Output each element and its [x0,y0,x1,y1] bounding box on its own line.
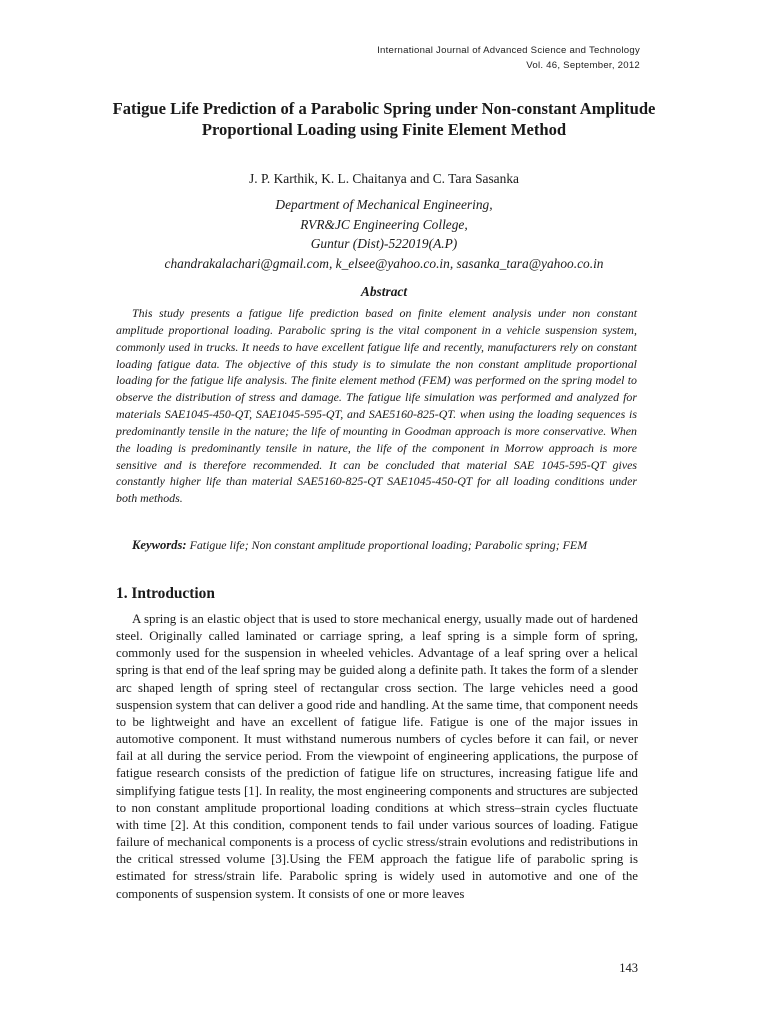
journal-volume: Vol. 46, September, 2012 [526,59,640,71]
keywords-line [116,537,637,554]
author-emails: chandrakalachari@gmail.com, k_elsee@yahoo.co.in, sasanka_tara@yahoo.co.in [164,255,604,271]
abstract-text: This study presents a fatigue life prediction based on finite element analysis under non constant amplitude proportional loading. Parabolic spring is the vital component in a vehicle suspension system, commonly used in trucks. It needs to have excellent fatigue life and recently, manufacturers rely on constant loading fatigue data. The objective of this study is to simulate the non constant amplitude proportional loading for the fatigue life analysis. The finite element method (FEM) was performed on the spring model to observe the distribution of stress and damage. The fatigue life simulation was performed and analyzed for materials SAE1045-450-QT, SAE1045-595-QT, and SAE5160-825-QT. when using the loading sequences is predominantly tensile in the nature; the life of mounting in Goodman approach is more conservative. When the loading is predominantly tensile in nature, the life of the component in Morrow approach is more sensitive and is therefore recommended. It can be concluded that material SAE 1045-595-QT gives constantly higher life than material SAE5160-825-QT SAE1045-450-QT for all loading conditions under both methods. [116,306,637,506]
keywords-label: Keywords: [132,538,187,552]
page-number: 143 [619,961,638,975]
introduction-paragraph: A spring is an elastic object that is used to store mechanical energy, usually made out of hardened steel. Originally called laminated or carriage spring, a leaf spring is a simple form of spring, commonly used for the suspension in wheeled vehicles. Advantage of a leaf spring over a helical spring is that end of the leaf spring may be guided along a definite path. It takes the form of a slender arc shaped length of spring steel of rectangular cross section. The large vehicles need a good suspension system that can deliver a good ride and handling. At the same time, that component needs to be lightweight and have an excellent of fatigue life. Fatigue is one of the major issues in automotive component. It must withstand numerous numbers of cycles before it can fail, or never fail at all during the service period. From the viewpoint of engineering applications, the purpose of fatigue research consists of the prediction of fatigue life on structures, increasing fatigue life and simplifying fatigue tests [1]. In reality, the most engineering components and structures are subjected to non constant amplitude proportional loading conditions at which stress–strain cycles fluctuate with time [2]. At this condition, component tends to fail under various sources of loading. Fatigue failure of mechanical components is a process of cyclic stress/strain evolutions and redistributions in the critical stressed volume [3].Using the FEM approach the fatigue life of parabolic spring is estimated for stress/strain life. Parabolic spring is widely used in automotive and one of the components of suspension system. It consists of one or more leaves [116,612,638,901]
affiliation-college: RVR&JC Engineering College, [300,216,468,232]
abstract-heading: Abstract [360,284,408,299]
keywords-text: Fatigue life; Non constant amplitude proportional loading; Parabolic spring; FEM [189,538,588,552]
section-heading-introduction: 1. Introduction [116,585,215,602]
running-header [377,44,640,73]
paper-title: Fatigue Life Prediction of a Parabolic Spring under Non-constant Amplitude Proportional Loading using Finite Element Method [112,99,656,139]
paper-authors: J. P. Karthik, K. L. Chaitanya and C. Tara Sasanka [249,171,519,186]
author-affiliation [100,195,668,273]
journal-name: International Journal of Advanced Science and Technology [377,45,640,56]
affiliation-city: Guntur (Dist)-522019(A.P) [310,236,458,251]
affiliation-department: Department of Mechanical Engineering, [275,197,493,212]
